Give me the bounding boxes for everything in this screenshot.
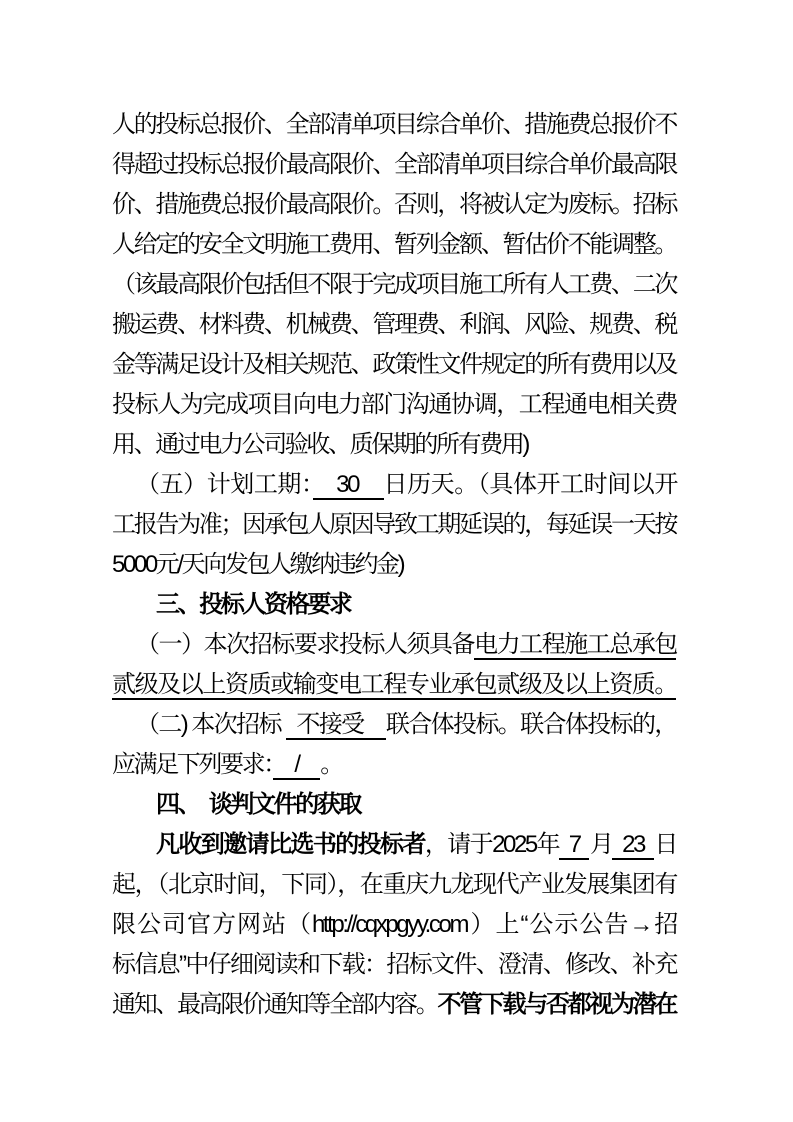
doc-line-18 (156, 785, 676, 825)
text-segment: 5000元/天向发包人缴纳违约金) (112, 551, 404, 578)
doc-line-2 (112, 145, 676, 185)
doc-line-3 (112, 185, 676, 225)
doc-line-6 (112, 305, 676, 345)
text-segment: ，请于2025年 (424, 831, 560, 858)
doc-line-17 (112, 745, 676, 785)
text-segment: 。 (320, 751, 342, 778)
doc-line-7 (112, 345, 676, 385)
text-segment: 人的投标总报价、全部清单项目综合单价、措施费总报价不 (112, 111, 676, 138)
underlined-text: 贰级及以上资质或输变电工程专业承包贰级及以上资质。 (112, 671, 676, 698)
text-segment: 投标人为完成项目向电力部门沟通协调，工程通电相关费 (112, 391, 676, 418)
underlined-text: 7 (559, 831, 590, 858)
text-segment: 日历天。（具体开工时间以开 (383, 471, 676, 498)
doc-line-20 (112, 865, 676, 905)
text-segment: 起，（北京时间，下同），在重庆九龙现代产业发展集团有 (112, 871, 676, 898)
doc-line-21 (112, 905, 676, 945)
bold-text: 不管下载与否都视为潜在 (437, 991, 676, 1018)
doc-line-22 (112, 945, 676, 985)
underlined-text: 电力工程施工总承包 (474, 631, 677, 658)
underlined-text: 30 (312, 471, 384, 498)
doc-line-15 (112, 665, 676, 705)
text-segment: （一）本次招标要求投标人须具备 (136, 631, 475, 658)
doc-line-10 (136, 465, 676, 505)
text-segment: 金等满足设计及相关规范、政策性文件规定的所有费用以及 (112, 351, 676, 378)
underlined-text: 不接受 (285, 711, 386, 738)
text-segment: 通知、最高限价通知等全部内容。 (112, 991, 438, 1018)
text-segment: 搬运费、材料费、机械费、管理费、利润、风险、规费、税 (112, 311, 676, 338)
underlined-text: 23 (612, 831, 654, 858)
text-segment: 联合体投标。联合体投标的， (385, 711, 676, 738)
doc-line-1 (112, 105, 676, 145)
text-segment: 日 (653, 831, 676, 858)
doc-line-12 (112, 545, 676, 585)
text-segment: 价、措施费总报价最高限价。否则，将被认定为废标。招标 (112, 191, 676, 218)
doc-line-5 (112, 265, 676, 305)
doc-line-23 (112, 985, 676, 1025)
doc-line-8 (112, 385, 676, 425)
doc-line-14 (136, 625, 676, 665)
doc-line-13 (156, 585, 676, 625)
text-segment: 应满足下列要求： (112, 751, 273, 778)
text-segment: （该最高限价包括但不限于完成项目施工所有人工费、二次 (112, 271, 676, 298)
doc-line-11 (112, 505, 676, 545)
text-segment: 月 (589, 831, 613, 858)
text-segment: 人给定的安全文明施工费用、暂列金额、暂估价不能调整。 (112, 231, 676, 258)
doc-line-4 (112, 225, 676, 265)
text-segment: （五）计划工期： (136, 471, 313, 498)
bold-text: 四、 谈判文件的获取 (156, 791, 360, 818)
document-body (112, 105, 676, 1025)
text-segment: 得超过投标总报价最高限价、全部清单项目综合单价最高限 (112, 151, 676, 178)
text-segment: 限公司官方网站（http://cqxpgyy.com）上“公示公告→招 (112, 911, 676, 938)
text-segment: 工报告为准；因承包人原因导致工期延误的，每延误一天按 (112, 511, 676, 538)
text-segment: （二) 本次招标 (136, 711, 286, 738)
doc-line-19 (156, 825, 676, 865)
bold-text: 三、投标人资格要求 (156, 591, 351, 618)
text-segment: 标信息”中仔细阅读和下载：招标文件、澄清、修改、补充 (112, 951, 676, 978)
doc-line-16 (136, 705, 676, 745)
doc-line-9 (112, 425, 676, 465)
underlined-text: / (272, 751, 321, 778)
text-segment: 用、通过电力公司验收、质保期的所有费用) (112, 431, 528, 458)
bold-text: 凡收到邀请比选书的投标者 (156, 831, 425, 858)
